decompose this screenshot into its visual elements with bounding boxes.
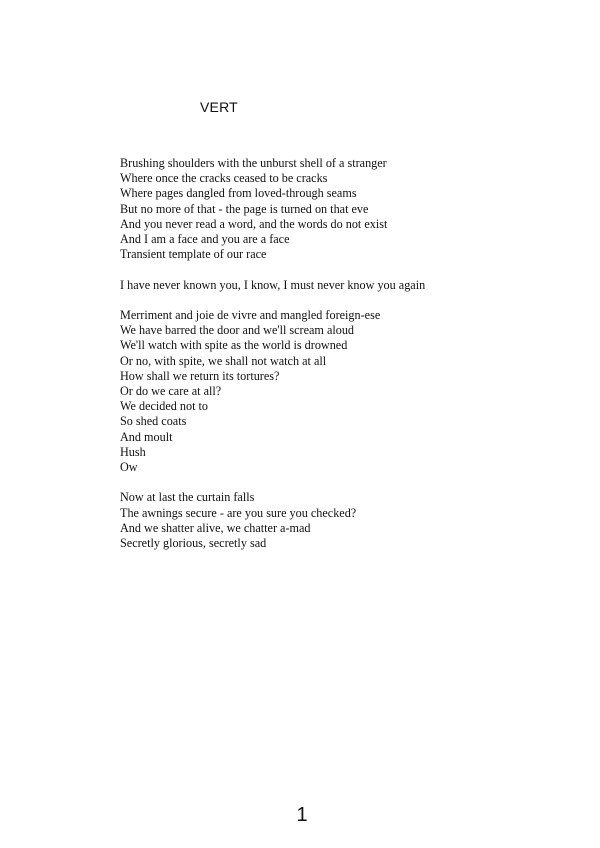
- poem-line: Where pages dangled from loved-through seams: [120, 186, 357, 201]
- poem-line: We'll watch with spite as the world is drowned: [120, 338, 348, 353]
- poem-line: Transient template of our race: [120, 247, 267, 262]
- poem-line: I have never known you, I know, I must never know you again: [120, 277, 426, 292]
- poem-line: But no more of that - the page is turned on that eve: [120, 201, 369, 216]
- poem-title: VERT: [200, 99, 238, 115]
- poem-line: So shed coats: [120, 414, 187, 429]
- stanza-1: [120, 156, 540, 262]
- poem-line: And we shatter alive, we chatter a-mad: [120, 520, 311, 535]
- poem-line: We decided not to: [120, 399, 209, 414]
- stanza-3: [120, 308, 540, 475]
- poem-line: Ow: [120, 460, 138, 475]
- stanza-2: [120, 278, 540, 293]
- poem-line: Or do we care at all?: [120, 384, 222, 399]
- poem-line: How shall we return its tortures?: [120, 368, 280, 383]
- poem-line: Where once the cracks ceased to be cracks: [120, 171, 328, 186]
- poem-line: Hush: [120, 444, 146, 459]
- poem-line: And I am a face and you are a face: [120, 232, 290, 247]
- stanza-4: [120, 490, 540, 551]
- poem-line: The awnings secure - are you sure you checked?: [120, 505, 357, 520]
- poem-line: Now at last the curtain falls: [120, 490, 255, 505]
- poem-body: [120, 156, 540, 551]
- poem-line: Or no, with spite, we shall not watch at all: [120, 353, 327, 368]
- poem-line: Secretly glorious, secretly sad: [120, 536, 267, 551]
- poem-line: Brushing shoulders with the unburst shell of a stranger: [120, 156, 387, 170]
- poem-line: And moult: [120, 429, 173, 444]
- poem-line: We have barred the door and we'll scream aloud: [120, 323, 355, 338]
- poem-line: Merriment and joie de vivre and mangled foreign-ese: [120, 308, 381, 322]
- poem-line: And you never read a word, and the words do not exist: [120, 216, 388, 231]
- page-number: 1: [296, 804, 308, 826]
